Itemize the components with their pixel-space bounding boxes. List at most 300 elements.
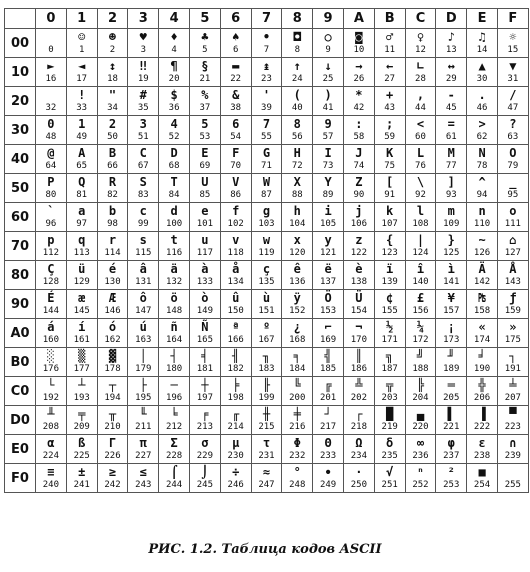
code-cell xyxy=(497,203,528,232)
character-glyph: ▲ xyxy=(478,59,486,73)
decimal-code: 254 xyxy=(473,480,491,490)
character-glyph: á xyxy=(47,320,55,334)
code-cell xyxy=(189,464,220,493)
code-cell xyxy=(313,174,344,203)
character-glyph: • xyxy=(262,30,271,44)
decimal-code: 80 xyxy=(45,190,57,200)
table-row xyxy=(5,290,529,319)
code-cell xyxy=(36,58,67,87)
code-cell xyxy=(159,29,190,58)
character-glyph: û xyxy=(232,291,240,305)
code-cell xyxy=(436,377,467,406)
code-cell xyxy=(313,406,344,435)
code-cell xyxy=(282,377,313,406)
decimal-code: 66 xyxy=(107,161,118,171)
decimal-code: 208 xyxy=(42,422,60,432)
code-cell xyxy=(66,435,97,464)
decimal-code: 161 xyxy=(73,335,90,345)
decimal-code: 25 xyxy=(322,74,334,84)
decimal-code: 67 xyxy=(137,161,149,171)
code-cell xyxy=(343,406,374,435)
decimal-code: 145 xyxy=(73,306,90,316)
code-cell xyxy=(405,377,436,406)
code-cell xyxy=(343,58,374,87)
decimal-code: 194 xyxy=(104,393,121,403)
code-cell xyxy=(159,319,190,348)
character-glyph: ¬ xyxy=(355,320,363,334)
code-cell xyxy=(128,406,159,435)
decimal-code: 49 xyxy=(76,132,88,142)
character-glyph: ╡ xyxy=(201,349,209,363)
character-glyph: ╓ xyxy=(232,407,240,421)
code-cell xyxy=(282,87,313,116)
decimal-code: 75 xyxy=(384,161,396,171)
character-glyph: ╠ xyxy=(416,378,425,392)
character-glyph: ² xyxy=(447,465,455,479)
code-cell xyxy=(467,87,498,116)
decimal-code: 84 xyxy=(168,190,180,200)
decimal-code: 244 xyxy=(165,480,183,490)
decimal-code: 127 xyxy=(504,248,521,258)
code-cell xyxy=(97,203,128,232)
decimal-code: 150 xyxy=(227,306,244,316)
code-cell xyxy=(374,406,405,435)
code-cell xyxy=(128,58,159,87)
character-glyph: ┼ xyxy=(201,378,209,392)
code-cell xyxy=(220,203,251,232)
decimal-code: 151 xyxy=(258,306,275,316)
decimal-code: 168 xyxy=(289,335,306,345)
character-glyph: K xyxy=(386,146,394,160)
decimal-code: 152 xyxy=(289,306,306,316)
decimal-code: 118 xyxy=(227,248,244,258)
character-glyph: ú xyxy=(139,320,147,334)
decimal-code: 175 xyxy=(504,335,521,345)
decimal-code: 116 xyxy=(165,248,183,258)
character-glyph: 9 xyxy=(324,117,332,131)
character-glyph: ╚ xyxy=(293,378,301,392)
decimal-code: 71 xyxy=(261,161,272,171)
code-cell xyxy=(189,116,220,145)
column-header: C xyxy=(405,9,436,29)
decimal-code: 217 xyxy=(319,422,337,432)
character-glyph: à xyxy=(201,262,209,276)
decimal-code: 2 xyxy=(109,45,116,55)
character-glyph: ← xyxy=(386,59,394,73)
decimal-code: 241 xyxy=(73,480,90,490)
character-glyph: ╛ xyxy=(478,349,486,363)
decimal-code: 13 xyxy=(445,45,457,55)
decimal-code: 8 xyxy=(294,45,300,55)
decimal-code: 78 xyxy=(476,161,488,171)
column-header: B xyxy=(374,9,405,29)
character-glyph: ╗ xyxy=(386,349,394,363)
decimal-code: 252 xyxy=(412,480,429,490)
character-glyph: ) xyxy=(324,88,332,102)
code-cell xyxy=(189,87,220,116)
decimal-code: 29 xyxy=(445,74,457,84)
row-header: C0 xyxy=(5,377,36,406)
decimal-code: 30 xyxy=(476,74,488,84)
character-glyph: O xyxy=(509,146,517,160)
character-glyph: y xyxy=(324,233,332,247)
column-header: 4 xyxy=(159,9,190,29)
character-glyph: 6 xyxy=(232,117,240,131)
decimal-code: 128 xyxy=(42,277,60,287)
code-cell xyxy=(282,203,313,232)
character-glyph: δ xyxy=(386,436,394,450)
row-header: 30 xyxy=(5,116,36,145)
decimal-code: 170 xyxy=(350,335,367,345)
decimal-code: 158 xyxy=(473,306,491,316)
character-glyph: ä xyxy=(170,262,178,276)
decimal-code: 156 xyxy=(412,306,429,316)
decimal-code: 63 xyxy=(507,132,519,142)
code-cell xyxy=(313,464,344,493)
code-cell xyxy=(66,174,97,203)
character-glyph: ] xyxy=(447,175,455,189)
character-glyph: ☺ xyxy=(78,30,86,44)
character-glyph: ö xyxy=(170,291,178,305)
decimal-code: 226 xyxy=(104,451,121,461)
character-glyph: u xyxy=(201,233,209,247)
decimal-code: 123 xyxy=(381,248,398,258)
character-glyph: . xyxy=(478,88,486,102)
code-cell xyxy=(220,319,251,348)
code-cell xyxy=(467,435,498,464)
character-glyph: Å xyxy=(509,262,517,276)
decimal-code: 33 xyxy=(76,103,88,113)
code-cell xyxy=(128,348,159,377)
character-glyph: ╧ xyxy=(509,378,517,392)
decimal-code: 154 xyxy=(350,306,367,316)
character-glyph: d xyxy=(170,204,178,218)
character-glyph: í xyxy=(78,320,86,334)
column-header: 1 xyxy=(66,9,97,29)
code-cell xyxy=(251,406,282,435)
code-cell xyxy=(436,232,467,261)
character-glyph: └ xyxy=(47,378,55,392)
decimal-code: 72 xyxy=(291,161,303,171)
decimal-code: 62 xyxy=(476,132,488,142)
character-glyph: q xyxy=(78,233,86,247)
character-glyph: [ xyxy=(386,175,394,189)
decimal-code: 142 xyxy=(473,277,491,287)
code-cell xyxy=(251,174,282,203)
character-glyph: î xyxy=(416,262,425,276)
character-glyph: e xyxy=(201,204,209,218)
code-cell xyxy=(66,261,97,290)
character-glyph: µ xyxy=(232,436,240,450)
code-cell xyxy=(97,377,128,406)
character-glyph: ⁿ xyxy=(416,465,425,479)
column-header: 2 xyxy=(97,9,128,29)
character-glyph: ┴ xyxy=(78,378,86,392)
code-cell xyxy=(128,203,159,232)
character-glyph: π xyxy=(139,436,147,450)
code-cell xyxy=(251,58,282,87)
character-glyph: ♪ xyxy=(447,30,455,44)
code-cell xyxy=(343,29,374,58)
character-glyph: N xyxy=(478,146,486,160)
decimal-code: 91 xyxy=(384,190,396,200)
code-cell xyxy=(405,29,436,58)
code-cell xyxy=(251,232,282,261)
code-cell xyxy=(282,174,313,203)
code-cell xyxy=(128,377,159,406)
character-glyph: k xyxy=(386,204,394,218)
character-glyph: p xyxy=(47,233,55,247)
character-glyph: ╬ xyxy=(478,378,486,392)
code-cell xyxy=(374,261,405,290)
code-cell xyxy=(436,406,467,435)
decimal-code: 146 xyxy=(104,306,121,316)
code-cell xyxy=(405,261,436,290)
decimal-code: 234 xyxy=(350,451,367,461)
character-glyph: < xyxy=(416,117,425,131)
decimal-code: 212 xyxy=(165,422,183,432)
code-cell xyxy=(159,348,190,377)
code-cell xyxy=(66,203,97,232)
decimal-code: 247 xyxy=(258,480,275,490)
code-cell xyxy=(97,174,128,203)
decimal-code: 173 xyxy=(443,335,460,345)
code-cell xyxy=(436,145,467,174)
decimal-code: 114 xyxy=(104,248,121,258)
decimal-code: 111 xyxy=(504,219,521,229)
decimal-code: 163 xyxy=(135,335,152,345)
character-glyph: ≈ xyxy=(262,465,271,479)
decimal-code: 104 xyxy=(289,219,306,229)
code-cell xyxy=(313,348,344,377)
character-glyph: ↕ xyxy=(108,59,117,73)
character-glyph: B xyxy=(108,146,117,160)
code-cell xyxy=(343,435,374,464)
character-glyph: ♀ xyxy=(416,30,425,44)
character-glyph: ↨ xyxy=(262,59,271,73)
character-glyph: ÷ xyxy=(232,465,240,479)
decimal-code: 218 xyxy=(350,422,367,432)
character-glyph: ♥ xyxy=(139,30,147,44)
character-glyph: D xyxy=(170,146,178,160)
decimal-code: 228 xyxy=(165,451,183,461)
character-glyph: ê xyxy=(293,262,301,276)
character-glyph: ♠ xyxy=(232,30,240,44)
decimal-code: 201 xyxy=(319,393,337,403)
decimal-code: 87 xyxy=(261,190,272,200)
code-cell xyxy=(405,116,436,145)
code-cell xyxy=(220,29,251,58)
decimal-code: 132 xyxy=(165,277,183,287)
decimal-code: 59 xyxy=(384,132,396,142)
character-glyph: è xyxy=(355,262,363,276)
character-glyph: _ xyxy=(509,175,517,189)
decimal-code: 211 xyxy=(135,422,152,432)
character-glyph: ⌠ xyxy=(170,465,178,479)
code-cell xyxy=(374,232,405,261)
character-glyph: ¿ xyxy=(293,320,301,334)
code-cell xyxy=(189,435,220,464)
decimal-code: 232 xyxy=(289,451,306,461)
code-cell xyxy=(36,232,67,261)
decimal-code: 94 xyxy=(476,190,488,200)
character-glyph: P xyxy=(47,175,55,189)
decimal-code: 1 xyxy=(78,45,85,55)
decimal-code: 203 xyxy=(381,393,398,403)
decimal-code: 65 xyxy=(76,161,88,171)
code-cell xyxy=(374,203,405,232)
character-glyph: Ñ xyxy=(201,320,209,334)
code-cell xyxy=(66,348,97,377)
decimal-code: 95 xyxy=(507,190,519,200)
decimal-code: 39 xyxy=(261,103,272,113)
character-glyph: 4 xyxy=(170,117,178,131)
character-glyph: } xyxy=(447,233,455,247)
code-cell xyxy=(343,145,374,174)
character-glyph: ì xyxy=(447,262,455,276)
code-cell xyxy=(436,290,467,319)
decimal-code: 187 xyxy=(381,364,398,374)
code-cell xyxy=(313,377,344,406)
character-glyph: ° xyxy=(293,465,301,479)
code-cell xyxy=(467,377,498,406)
character-glyph: ▀ xyxy=(509,407,517,421)
character-glyph: ? xyxy=(509,117,517,131)
character-glyph: τ xyxy=(262,436,271,450)
code-cell xyxy=(36,203,67,232)
decimal-code: 141 xyxy=(443,277,460,287)
decimal-code: 48 xyxy=(45,132,57,142)
character-glyph: ⌡ xyxy=(201,465,209,479)
character-glyph: ┐ xyxy=(509,349,517,363)
character-glyph: c xyxy=(139,204,147,218)
decimal-code: 105 xyxy=(319,219,337,229)
decimal-code: 58 xyxy=(353,132,365,142)
decimal-code: 86 xyxy=(230,190,242,200)
code-cell xyxy=(374,319,405,348)
decimal-code: 199 xyxy=(258,393,275,403)
code-cell xyxy=(343,261,374,290)
character-glyph: ↑ xyxy=(293,59,301,73)
decimal-code: 204 xyxy=(412,393,429,403)
character-glyph: ó xyxy=(108,320,117,334)
decimal-code: 131 xyxy=(135,277,152,287)
code-cell xyxy=(159,406,190,435)
decimal-code: 117 xyxy=(196,248,214,258)
code-cell xyxy=(36,348,67,377)
character-glyph: « xyxy=(478,320,486,334)
code-cell xyxy=(97,406,128,435)
code-cell xyxy=(497,464,528,493)
character-glyph: ½ xyxy=(386,320,394,334)
decimal-code: 24 xyxy=(291,74,303,84)
character-glyph: ╪ xyxy=(293,407,301,421)
decimal-code: 50 xyxy=(107,132,118,142)
character-glyph: º xyxy=(262,320,271,334)
decimal-code: 251 xyxy=(381,480,398,490)
code-cell xyxy=(282,406,313,435)
character-glyph: n xyxy=(478,204,486,218)
decimal-code: 185 xyxy=(319,364,337,374)
code-cell xyxy=(436,87,467,116)
figure-caption: РИС. 1.2. Таблица кодов ASCII xyxy=(148,542,382,557)
decimal-code: 110 xyxy=(473,219,491,229)
character-glyph: h xyxy=(293,204,301,218)
decimal-code: 11 xyxy=(384,45,396,55)
character-glyph: ü xyxy=(78,262,86,276)
character-glyph: S xyxy=(139,175,147,189)
column-header: E xyxy=(467,9,498,29)
code-cell xyxy=(159,145,190,174)
decimal-code: 169 xyxy=(319,335,337,345)
decimal-code: 19 xyxy=(137,74,149,84)
character-glyph: V xyxy=(232,175,240,189)
code-cell xyxy=(251,435,282,464)
decimal-code: 4 xyxy=(171,45,177,55)
decimal-code: 17 xyxy=(76,74,88,84)
code-cell xyxy=(313,232,344,261)
character-glyph: ○ xyxy=(324,30,332,44)
character-glyph: ∞ xyxy=(416,436,425,450)
code-cell xyxy=(436,174,467,203)
character-glyph: : xyxy=(355,117,363,131)
decimal-code: 207 xyxy=(504,393,521,403)
code-cell xyxy=(282,116,313,145)
code-cell xyxy=(282,319,313,348)
code-cell xyxy=(374,87,405,116)
character-glyph: f xyxy=(232,204,240,218)
code-cell xyxy=(251,203,282,232)
decimal-code: 198 xyxy=(227,393,244,403)
character-glyph: r xyxy=(108,233,117,247)
decimal-code: 224 xyxy=(42,451,60,461)
character-glyph: Ä xyxy=(478,262,486,276)
code-cell xyxy=(313,58,344,87)
character-glyph: é xyxy=(108,262,117,276)
decimal-code: 21 xyxy=(199,74,211,84)
character-glyph: ~ xyxy=(478,233,486,247)
row-header: 90 xyxy=(5,290,36,319)
code-cell xyxy=(436,261,467,290)
character-glyph: √ xyxy=(386,465,394,479)
code-cell xyxy=(313,116,344,145)
code-cell xyxy=(36,319,67,348)
decimal-code: 73 xyxy=(322,161,334,171)
character-glyph: o xyxy=(509,204,517,218)
row-header: F0 xyxy=(5,464,36,493)
decimal-code: 42 xyxy=(353,103,365,113)
character-glyph: ≥ xyxy=(108,465,117,479)
decimal-code: 122 xyxy=(350,248,367,258)
decimal-code: 120 xyxy=(289,248,306,258)
code-cell xyxy=(159,174,190,203)
character-glyph: ⌐ xyxy=(324,320,332,334)
character-glyph: │ xyxy=(139,349,147,363)
character-glyph: ñ xyxy=(170,320,178,334)
code-cell xyxy=(467,203,498,232)
code-cell xyxy=(497,58,528,87)
character-glyph: § xyxy=(201,59,209,73)
character-glyph: U xyxy=(201,175,209,189)
character-glyph: ╝ xyxy=(416,349,425,363)
code-cell xyxy=(282,58,313,87)
decimal-code: 125 xyxy=(443,248,460,258)
character-glyph: ¶ xyxy=(170,59,178,73)
code-cell xyxy=(436,319,467,348)
table-body xyxy=(5,29,529,493)
code-cell xyxy=(128,145,159,174)
character-glyph: ▌ xyxy=(447,407,455,421)
